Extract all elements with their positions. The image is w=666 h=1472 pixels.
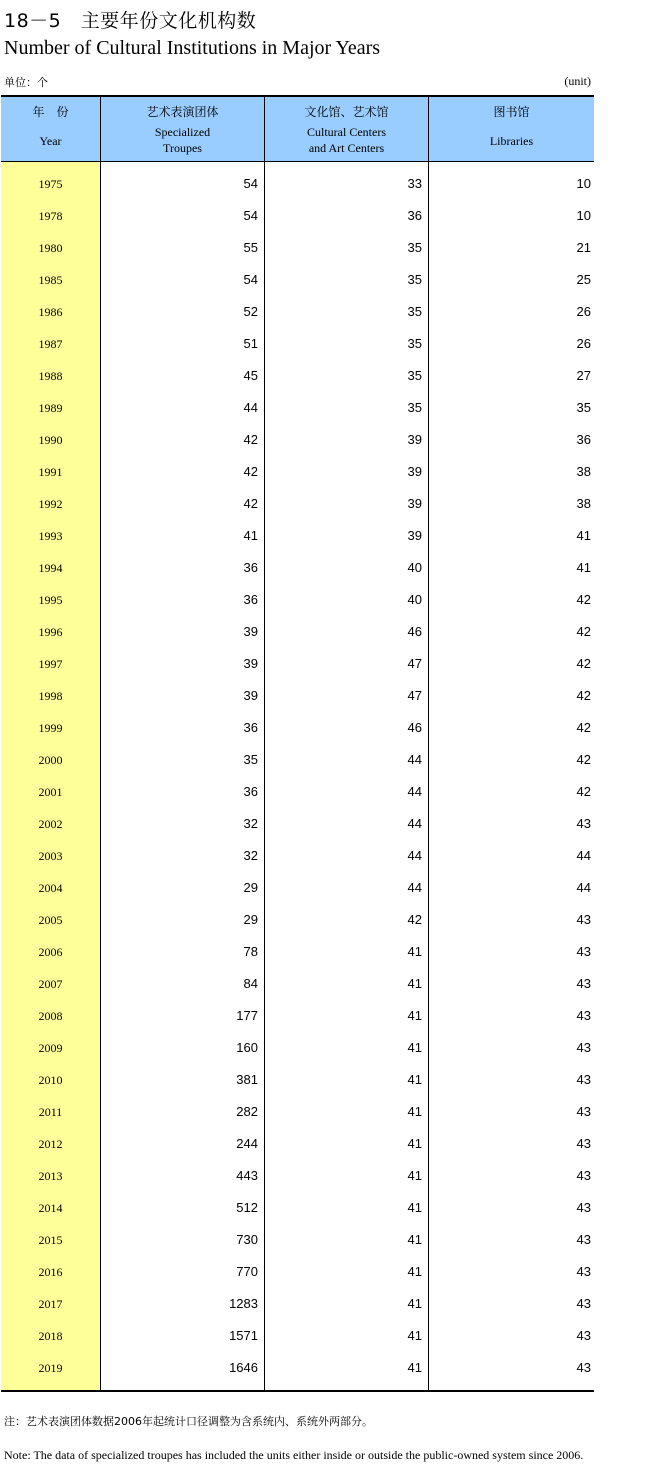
year-cell: 2001 xyxy=(1,776,101,808)
table-header xyxy=(1,95,594,162)
cultural-centers-cell: 41 xyxy=(265,968,429,1000)
libraries-cell: 38 xyxy=(576,464,591,479)
table-row xyxy=(1,936,594,968)
header-libraries-en: Libraries xyxy=(489,134,534,148)
troupes-cell: 41 xyxy=(101,520,265,552)
cultural-centers-cell: 41 xyxy=(265,1096,429,1128)
troupes-cell: 42 xyxy=(101,488,265,520)
cultural-centers-cell: 39 xyxy=(265,488,429,520)
cultural-centers-cell: 41 xyxy=(265,1032,429,1064)
cultural-centers-cell: 39 xyxy=(265,456,429,488)
year-cell: 2000 xyxy=(1,744,101,776)
table-row xyxy=(1,424,594,456)
cultural-centers-cell: 41 xyxy=(265,1352,429,1384)
troupes-cell: 54 xyxy=(101,200,265,232)
table-row xyxy=(1,968,594,1000)
page-title-chinese: 18－5 主要年份文化机构数 xyxy=(4,10,257,32)
cultural-centers-cell: 41 xyxy=(265,936,429,968)
libraries-cell: 42 xyxy=(576,688,591,703)
cultural-centers-cell: 46 xyxy=(265,712,429,744)
libraries-cell: 35 xyxy=(576,400,591,415)
table-row xyxy=(1,264,594,296)
troupes-cell: 32 xyxy=(101,808,265,840)
libraries-cell: 26 xyxy=(576,336,591,351)
libraries-cell: 43 xyxy=(576,1328,591,1343)
troupes-cell: 381 xyxy=(101,1064,265,1096)
header-troupes xyxy=(101,97,265,161)
cultural-centers-cell: 46 xyxy=(265,616,429,648)
cultural-centers-cell: 39 xyxy=(265,520,429,552)
table-bottom-padding xyxy=(1,1384,594,1390)
table-row xyxy=(1,1352,594,1384)
year-cell: 1978 xyxy=(1,200,101,232)
year-cell: 1991 xyxy=(1,456,101,488)
cultural-centers-cell: 41 xyxy=(265,1000,429,1032)
cultural-centers-cell: 44 xyxy=(265,808,429,840)
cultural-centers-cell: 41 xyxy=(265,1160,429,1192)
year-cell: 1997 xyxy=(1,648,101,680)
year-cell: 2014 xyxy=(1,1192,101,1224)
header-centers-en-2: and Art Centers xyxy=(308,141,385,155)
table-row xyxy=(1,1064,594,1096)
cultural-centers-cell: 44 xyxy=(265,744,429,776)
libraries-cell: 43 xyxy=(576,1040,591,1055)
table-row xyxy=(1,776,594,808)
libraries-cell: 21 xyxy=(576,240,591,255)
year-cell: 2005 xyxy=(1,904,101,936)
page-title-english: Number of Cultural Institutions in Major Years xyxy=(4,37,381,59)
libraries-cell: 43 xyxy=(576,1296,591,1311)
cultural-centers-cell: 44 xyxy=(265,872,429,904)
year-cell: 1990 xyxy=(1,424,101,456)
table-row xyxy=(1,1160,594,1192)
cultural-centers-cell: 35 xyxy=(265,328,429,360)
table-row xyxy=(1,840,594,872)
cultural-centers-cell: 35 xyxy=(265,392,429,424)
troupes-cell: 177 xyxy=(101,1000,265,1032)
table-row xyxy=(1,872,594,904)
cultural-centers-cell: 41 xyxy=(265,1192,429,1224)
footnote-chinese: 注：艺术表演团体数据2006年起统计口径调整为含系统内、系统外两部分。 xyxy=(4,1415,373,1428)
libraries-cell: 43 xyxy=(576,1136,591,1151)
libraries-cell: 41 xyxy=(576,560,591,575)
table-row xyxy=(1,200,594,232)
troupes-cell: 54 xyxy=(101,168,265,200)
table-row xyxy=(1,232,594,264)
troupes-cell: 770 xyxy=(101,1256,265,1288)
year-cell: 1985 xyxy=(1,264,101,296)
troupes-cell: 32 xyxy=(101,840,265,872)
troupes-cell: 29 xyxy=(101,872,265,904)
year-cell: 1994 xyxy=(1,552,101,584)
header-troupes-en-1: Specialized xyxy=(154,125,211,139)
table-row xyxy=(1,744,594,776)
header-year-en: Year xyxy=(39,134,62,148)
libraries-cell: 43 xyxy=(576,1360,591,1375)
cultural-centers-cell: 36 xyxy=(265,200,429,232)
troupes-cell: 36 xyxy=(101,712,265,744)
year-cell: 2019 xyxy=(1,1352,101,1384)
troupes-cell: 52 xyxy=(101,296,265,328)
table-body xyxy=(1,162,594,1392)
table-row xyxy=(1,392,594,424)
cultural-centers-cell: 41 xyxy=(265,1288,429,1320)
troupes-cell: 42 xyxy=(101,456,265,488)
troupes-cell: 78 xyxy=(101,936,265,968)
table-row xyxy=(1,360,594,392)
year-cell: 2017 xyxy=(1,1288,101,1320)
table-row xyxy=(1,168,594,200)
year-cell: 1988 xyxy=(1,360,101,392)
header-centers-cn: 文化馆、艺术馆 xyxy=(304,105,389,119)
troupes-cell: 36 xyxy=(101,552,265,584)
troupes-cell: 282 xyxy=(101,1096,265,1128)
year-cell: 1999 xyxy=(1,712,101,744)
troupes-cell: 36 xyxy=(101,584,265,616)
troupes-cell: 36 xyxy=(101,776,265,808)
year-cell: 2012 xyxy=(1,1128,101,1160)
year-cell: 2006 xyxy=(1,936,101,968)
cultural-centers-cell: 35 xyxy=(265,296,429,328)
troupes-cell: 84 xyxy=(101,968,265,1000)
cultural-centers-cell: 44 xyxy=(265,776,429,808)
cultural-centers-cell: 41 xyxy=(265,1256,429,1288)
libraries-cell: 42 xyxy=(576,784,591,799)
troupes-cell: 42 xyxy=(101,424,265,456)
libraries-cell: 27 xyxy=(576,368,591,383)
troupes-cell: 512 xyxy=(101,1192,265,1224)
year-cell: 2007 xyxy=(1,968,101,1000)
cultural-centers-cell: 44 xyxy=(265,840,429,872)
year-cell: 2002 xyxy=(1,808,101,840)
troupes-cell: 39 xyxy=(101,648,265,680)
footnote-english: Note: The data of specialized troupes has included the units either inside or outside the public-owned system since 2006. xyxy=(4,1448,584,1462)
header-centers-en-1: Cultural Centers xyxy=(307,125,386,139)
table-row xyxy=(1,328,594,360)
unit-label-chinese: 单位：个 xyxy=(4,76,48,89)
troupes-cell: 244 xyxy=(101,1128,265,1160)
header-troupes-en-2: Troupes xyxy=(163,141,202,155)
libraries-cell: 41 xyxy=(576,528,591,543)
table-row xyxy=(1,552,594,584)
libraries-cell: 42 xyxy=(576,720,591,735)
libraries-cell: 43 xyxy=(576,1072,591,1087)
header-libraries-cn: 图书馆 xyxy=(493,105,530,119)
cultural-centers-cell: 40 xyxy=(265,584,429,616)
libraries-cell: 42 xyxy=(576,624,591,639)
libraries-cell: 43 xyxy=(576,1264,591,1279)
table-row xyxy=(1,488,594,520)
cultural-centers-cell: 41 xyxy=(265,1224,429,1256)
table-row xyxy=(1,520,594,552)
troupes-cell: 1571 xyxy=(101,1320,265,1352)
data-table xyxy=(1,95,594,1392)
troupes-cell: 29 xyxy=(101,904,265,936)
libraries-cell: 10 xyxy=(576,176,591,191)
cultural-centers-cell: 47 xyxy=(265,680,429,712)
libraries-cell: 36 xyxy=(576,432,591,447)
cultural-centers-cell: 39 xyxy=(265,424,429,456)
table-row xyxy=(1,1128,594,1160)
troupes-cell: 39 xyxy=(101,616,265,648)
troupes-cell: 51 xyxy=(101,328,265,360)
libraries-cell: 43 xyxy=(576,1200,591,1215)
libraries-cell: 43 xyxy=(576,944,591,959)
unit-label-english: (unit) xyxy=(564,74,591,88)
table-row xyxy=(1,584,594,616)
cultural-centers-cell: 41 xyxy=(265,1064,429,1096)
table-row xyxy=(1,1288,594,1320)
libraries-cell: 42 xyxy=(576,656,591,671)
cultural-centers-cell: 42 xyxy=(265,904,429,936)
table-row xyxy=(1,904,594,936)
header-cultural-centers xyxy=(265,97,429,161)
libraries-cell: 43 xyxy=(576,1008,591,1023)
libraries-cell: 42 xyxy=(576,752,591,767)
cultural-centers-cell: 35 xyxy=(265,232,429,264)
cultural-centers-cell: 40 xyxy=(265,552,429,584)
year-cell: 2018 xyxy=(1,1320,101,1352)
troupes-cell: 45 xyxy=(101,360,265,392)
year-cell: 1986 xyxy=(1,296,101,328)
table-row xyxy=(1,712,594,744)
table-row xyxy=(1,1192,594,1224)
year-cell: 2010 xyxy=(1,1064,101,1096)
year-cell: 2009 xyxy=(1,1032,101,1064)
cultural-centers-cell: 35 xyxy=(265,264,429,296)
troupes-cell: 1283 xyxy=(101,1288,265,1320)
year-cell: 2016 xyxy=(1,1256,101,1288)
table-row xyxy=(1,1096,594,1128)
table-row xyxy=(1,808,594,840)
year-cell: 2008 xyxy=(1,1000,101,1032)
troupes-cell: 54 xyxy=(101,264,265,296)
troupes-cell: 1646 xyxy=(101,1352,265,1384)
libraries-cell: 43 xyxy=(576,1168,591,1183)
table-row xyxy=(1,296,594,328)
troupes-cell: 35 xyxy=(101,744,265,776)
year-cell: 1995 xyxy=(1,584,101,616)
libraries-cell: 10 xyxy=(576,208,591,223)
year-cell: 1975 xyxy=(1,168,101,200)
troupes-cell: 39 xyxy=(101,680,265,712)
cultural-centers-cell: 35 xyxy=(265,360,429,392)
year-cell: 1980 xyxy=(1,232,101,264)
libraries-cell: 26 xyxy=(576,304,591,319)
libraries-cell: 43 xyxy=(576,976,591,991)
troupes-cell: 55 xyxy=(101,232,265,264)
year-cell: 1989 xyxy=(1,392,101,424)
header-year xyxy=(1,97,101,161)
cultural-centers-cell: 41 xyxy=(265,1128,429,1160)
cultural-centers-cell: 33 xyxy=(265,168,429,200)
table-row xyxy=(1,1256,594,1288)
libraries-cell: 43 xyxy=(576,816,591,831)
table-row xyxy=(1,1224,594,1256)
table-row xyxy=(1,616,594,648)
table-row xyxy=(1,1000,594,1032)
libraries-cell: 43 xyxy=(576,1104,591,1119)
table-row xyxy=(1,648,594,680)
cultural-centers-cell: 41 xyxy=(265,1320,429,1352)
cultural-centers-cell: 47 xyxy=(265,648,429,680)
libraries-cell: 44 xyxy=(576,880,591,895)
libraries-cell: 25 xyxy=(576,272,591,287)
year-cell: 2004 xyxy=(1,872,101,904)
header-year-cn: 年 份 xyxy=(32,105,69,119)
year-cell: 1992 xyxy=(1,488,101,520)
year-cell: 2013 xyxy=(1,1160,101,1192)
year-cell: 1993 xyxy=(1,520,101,552)
troupes-cell: 160 xyxy=(101,1032,265,1064)
table-row xyxy=(1,680,594,712)
libraries-cell: 43 xyxy=(576,912,591,927)
year-cell: 1987 xyxy=(1,328,101,360)
libraries-cell: 44 xyxy=(576,848,591,863)
year-cell: 2011 xyxy=(1,1096,101,1128)
header-troupes-cn: 艺术表演团体 xyxy=(146,105,219,119)
year-cell: 2015 xyxy=(1,1224,101,1256)
header-libraries xyxy=(429,97,594,161)
troupes-cell: 730 xyxy=(101,1224,265,1256)
year-cell: 2003 xyxy=(1,840,101,872)
table-row xyxy=(1,1032,594,1064)
libraries-cell: 43 xyxy=(576,1232,591,1247)
libraries-cell: 42 xyxy=(576,592,591,607)
year-cell: 1998 xyxy=(1,680,101,712)
table-row xyxy=(1,456,594,488)
libraries-cell: 38 xyxy=(576,496,591,511)
troupes-cell: 44 xyxy=(101,392,265,424)
troupes-cell: 443 xyxy=(101,1160,265,1192)
table-row xyxy=(1,1320,594,1352)
year-cell: 1996 xyxy=(1,616,101,648)
